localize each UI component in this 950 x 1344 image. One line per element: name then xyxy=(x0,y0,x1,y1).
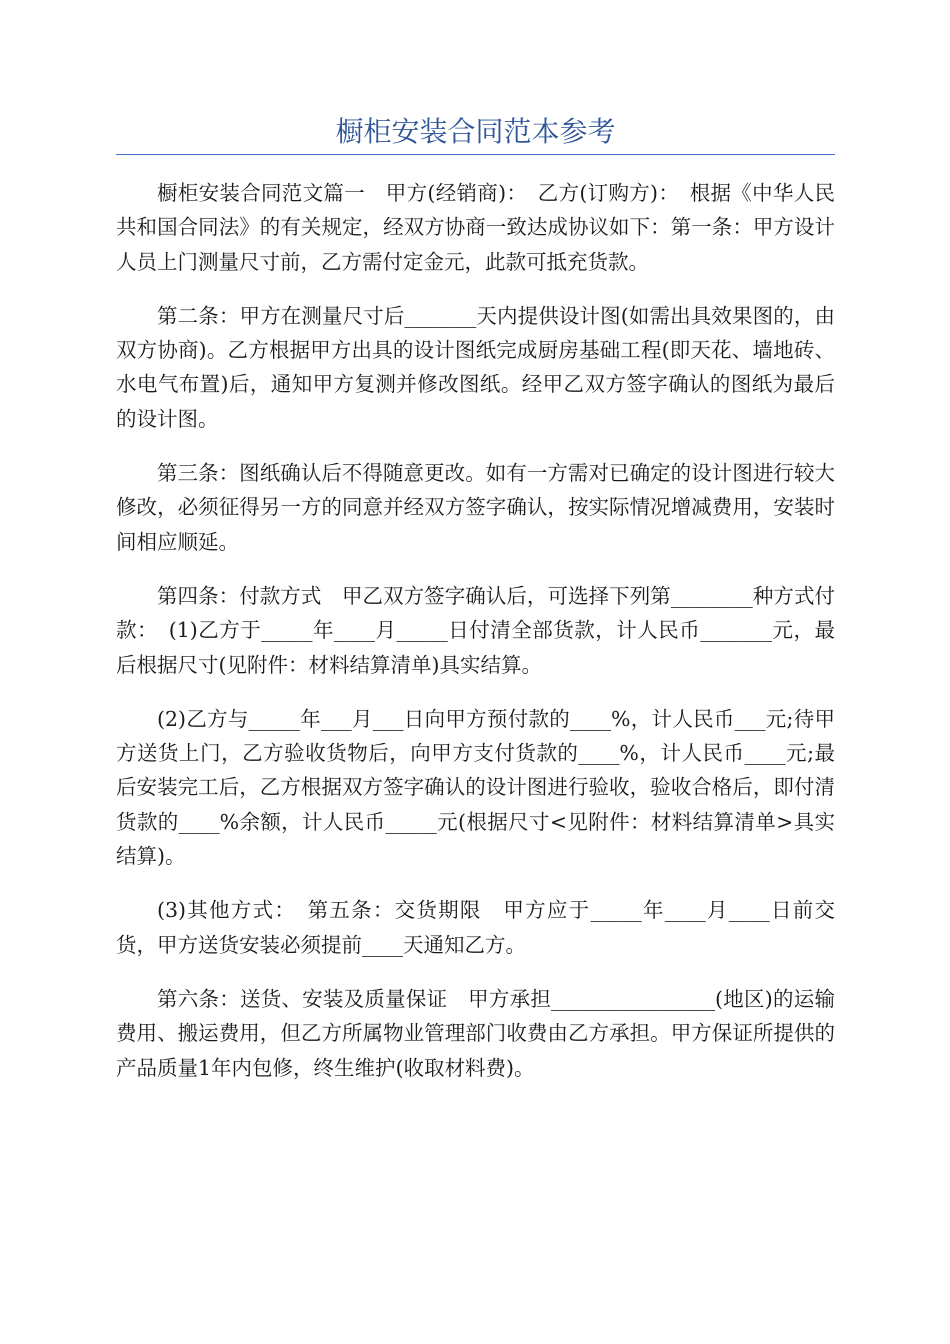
paragraph-article-6: 第六条：送货、安装及质量保证 甲方承担________________(地区)的运输费用、搬运费用，但乙方所属物业管理部门收费由乙方承担。甲方保证所提供的产品质量1年内包修，终生维护(收取材料费)。 xyxy=(116,986,835,1080)
paragraph-intro-article-1: 橱柜安装合同范文篇一 甲方(经销商)： 乙方(订购方)： 根据《中华人民共和国合同法》的有关规定，经双方协商一致达成协议如下：第一条：甲方设计人员上门测量尺寸前，乙方需付定金元，此款可抵充货款。 xyxy=(116,181,835,274)
paragraph-article-3: 第三条：图纸确认后不得随意更改。如有一方需对已确定的设计图进行较大修改，必须征得另一方的同意并经双方签字确认，按实际情况增减费用，安装时间相应顺延。 xyxy=(116,461,835,554)
paragraph-article-2: 第二条：甲方在测量尺寸后_______天内提供设计图(如需出具效果图的，由双方协商)。乙方根据甲方出具的设计图纸完成厨房基础工程(即天花、墙地砖、水电气布置)后，通知甲方复测并修改图纸。经甲乙双方签字确认的图纸为最后的设计图。 xyxy=(116,303,835,431)
document-body xyxy=(116,176,835,1105)
paragraph-payment-option-2: (2)乙方与_____年___月___日向甲方预付款的____%，计人民币___元;待甲方送货上门，乙方验收货物后，向甲方支付货款的____%，计人民币____元;最后安装完工后，乙方根据双方签字确认的设计图进行验收，验收合格后，即付清货款的____%余额，计人民币_____元(根据尺寸<见附件：材料结算清单>具实结算)。 xyxy=(116,706,835,869)
paragraph-article-5: (3)其他方式： 第五条：交货期限 甲方应于_____年____月____日前交货，甲方送货安装必须提前____天通知乙方。 xyxy=(116,898,835,957)
paragraph-article-4: 第四条：付款方式 甲乙双方签字确认后，可选择下列第________种方式付款： (1)乙方于_____年____月_____日付清全部货款，计人民币_______元，最后根据尺寸(见附件：材料结算清单)具实结算。 xyxy=(116,583,835,677)
title-underline xyxy=(116,154,835,155)
document-title: 橱柜安装合同范本参考 xyxy=(335,115,616,148)
